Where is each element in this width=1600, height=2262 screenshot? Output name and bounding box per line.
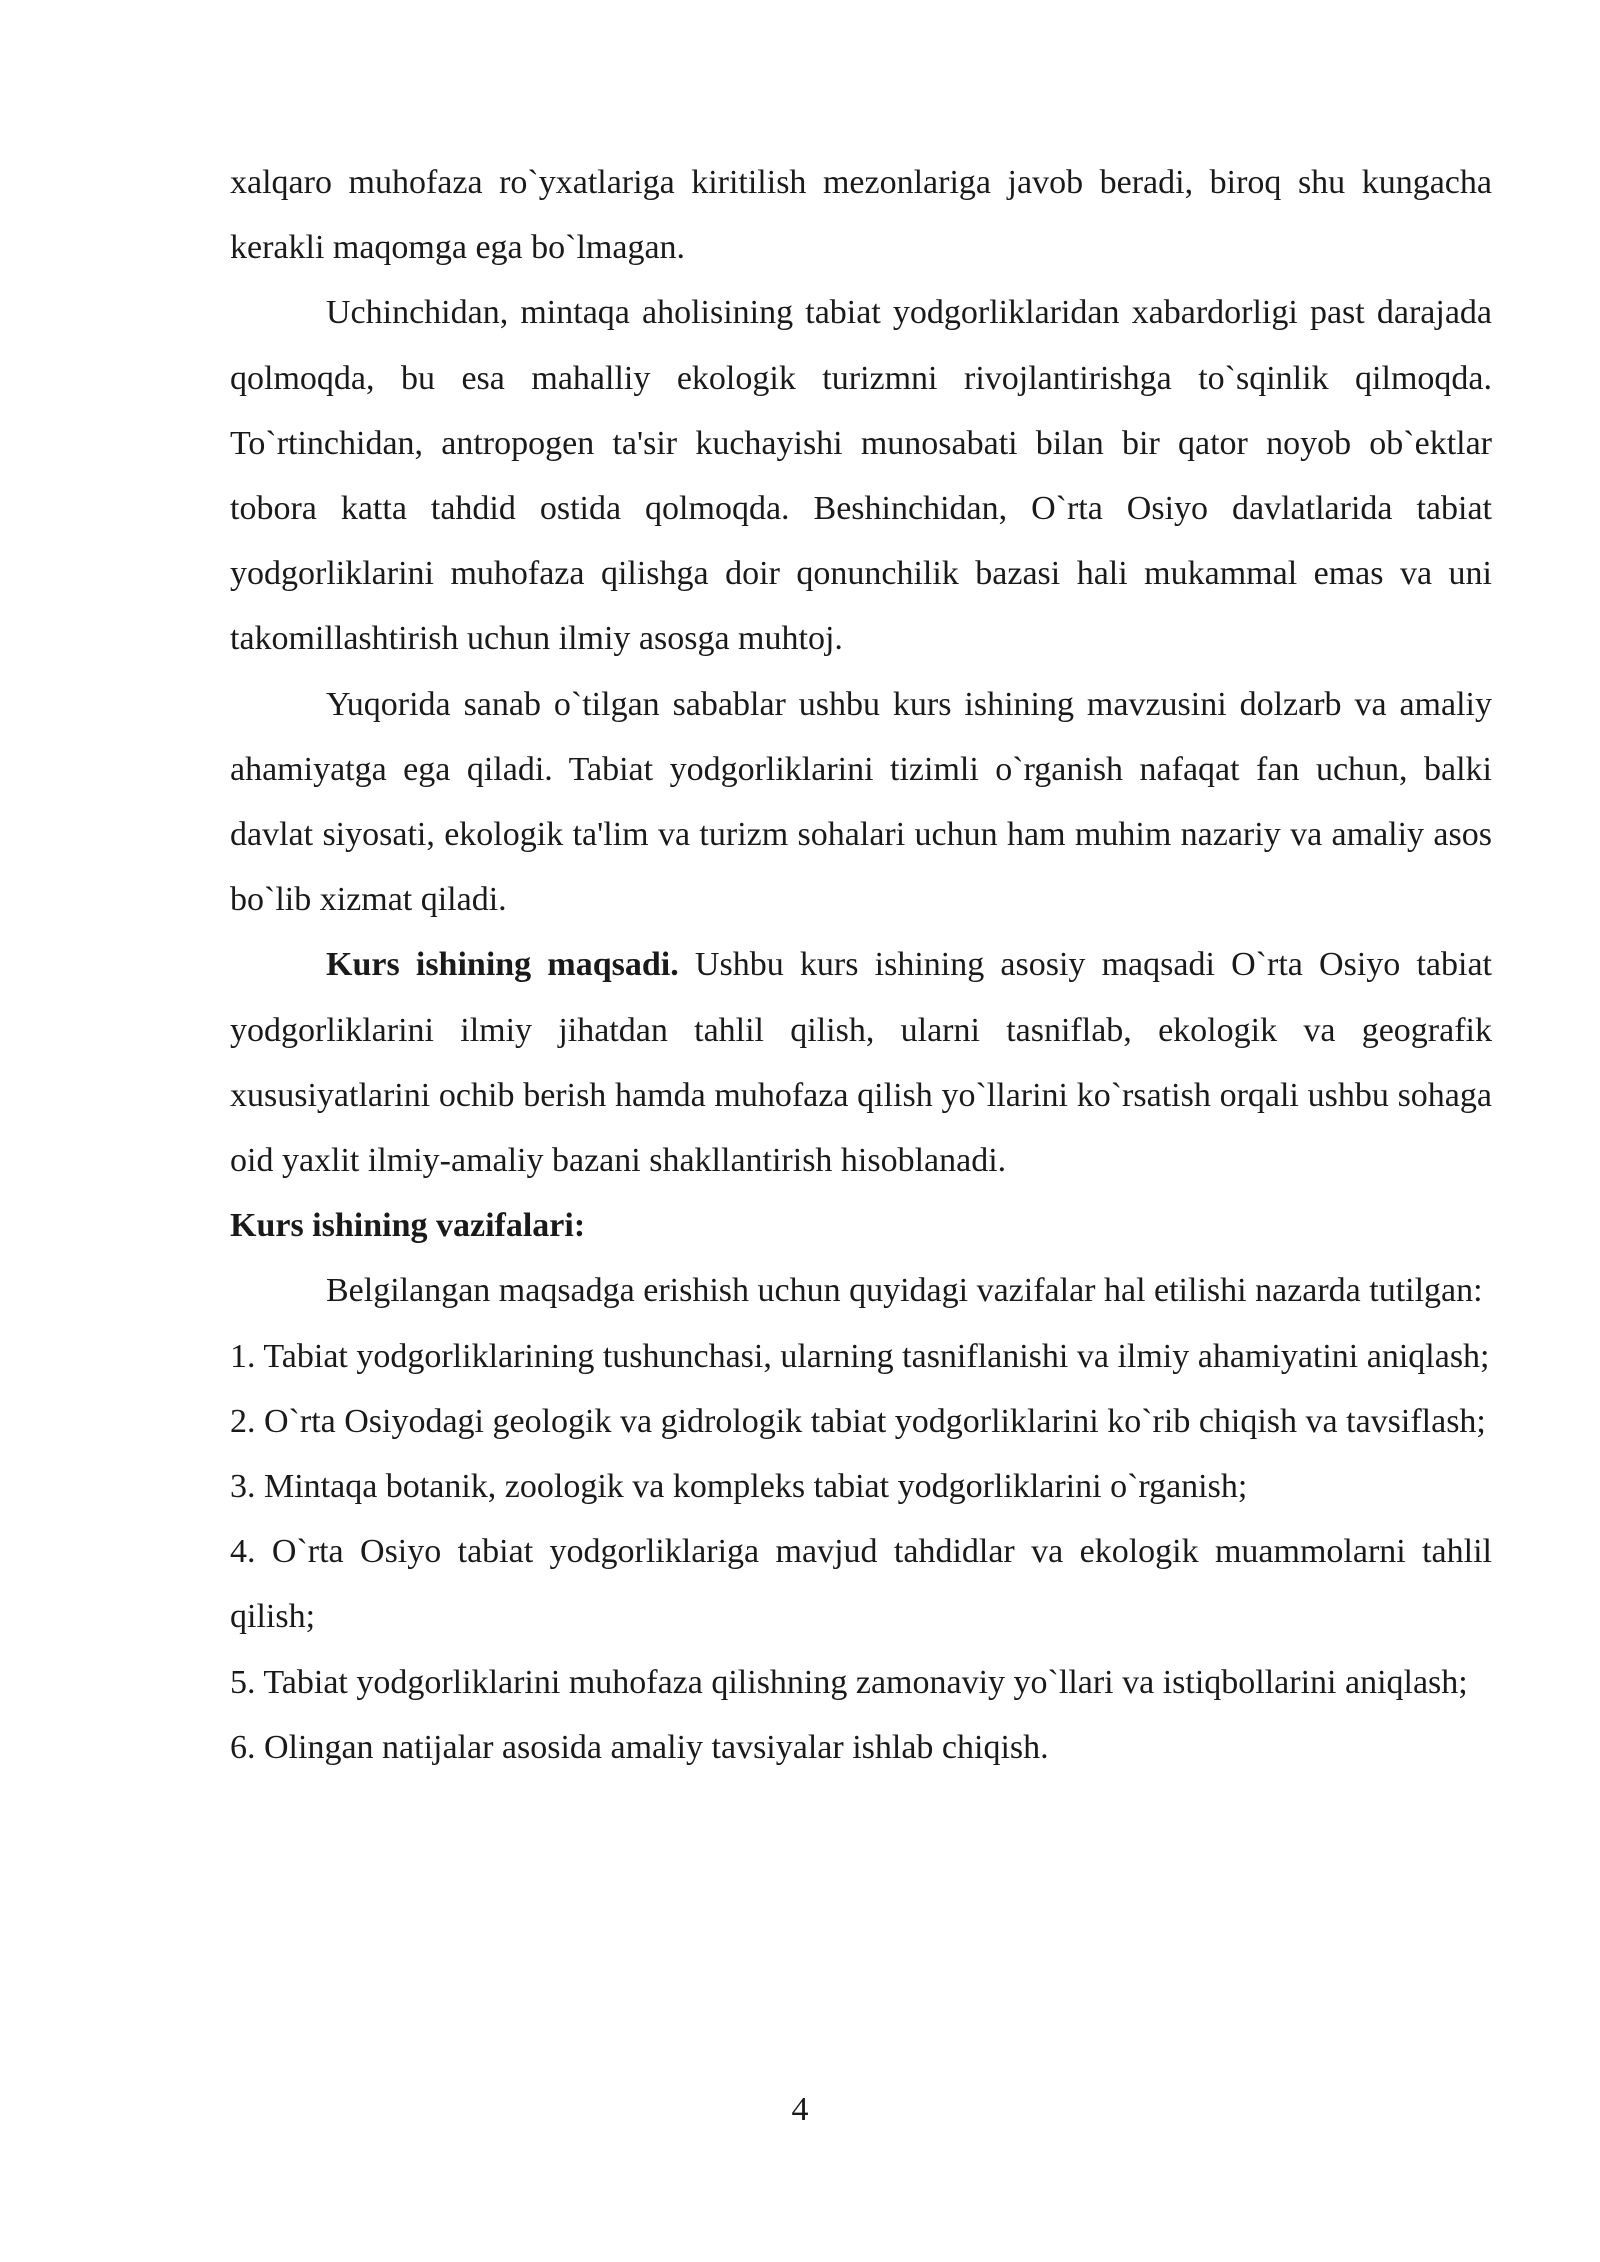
document-body: [230, 150, 1492, 1780]
page-number: 4: [791, 2091, 809, 2128]
paragraph-continuation: xalqaro muhofaza ro`yxatlariga kiritilish mezonlariga javob beradi, biroq shu kungacha kerakli maqomga ega bo`lmagan.: [230, 164, 1492, 267]
aim-heading: Kurs ishining maqsadi.: [326, 946, 679, 984]
task-item: 6. Olingan natijalar asosida amaliy tavsiyalar ishlab chiqish.: [230, 1728, 1049, 1766]
task-item: 2. O`rta Osiyodagi geologik va gidrologik tabiat yodgorliklarini ko`rib chiqish va tavsiflash;: [230, 1402, 1486, 1440]
task-item: 5. Tabiat yodgorliklarini muhofaza qilishning zamonaviy yo`llari va istiqbollarini aniqlash;: [230, 1663, 1468, 1701]
paragraph-relevance: Yuqorida sanab o`tilgan sabablar ushbu kurs ishining mavzusini dolzarb va amaliy ahamiyatga ega qiladi. Tabiat yodgorliklarini tizimli o`rganish nafaqat fan uchun, balki davlat siyosati, ekologik ta'lim va turizm sohalari uchun ham muhim nazariy va amaliy asos bo`lib xizmat qiladi.: [230, 685, 1492, 919]
task-item: 4. O`rta Osiyo tabiat yodgorliklariga mavjud tahdidlar va ekologik muammolarni tahlil qilish;: [230, 1533, 1492, 1636]
task-item: 1. Tabiat yodgorliklarining tushunchasi, ularning tasniflanishi va ilmiy ahamiyatini aniqlash;: [230, 1337, 1490, 1375]
paragraph-reasons: Uchinchidan, mintaqa aholisining tabiat yodgorliklaridan xabardorligi past darajada qolmoqda, bu esa mahalliy ekologik turizmni rivojlantirishga to`sqinlik qilmoqda. To`rtinchidan, antropogen ta'sir kuchayishi munosabati bilan bir qator noyob ob`ektlar tobora katta tahdid ostida qolmoqda. Beshinchidan, O`rta Osiyo davlatlarida tabiat yodgorliklarini muhofaza qilishga doir qonunchilik bazasi hali mukammal emas va uni takomillashtirish uchun ilmiy asosga muhtoj.: [230, 294, 1492, 658]
task-item: 3. Mintaqa botanik, zoologik va kompleks tabiat yodgorliklarini o`rganish;: [230, 1468, 1248, 1506]
tasks-heading-text: Kurs ishining vazifalari:: [230, 1207, 586, 1245]
aim-text: Ushbu kurs ishining asosiy maqsadi O`rta Osiyo tabiat yodgorliklarini ilmiy jihatdan tahlil qilish, ularni tasniflab, ekologik va geografik xususiyatlarini ochib berish hamda muhofaza qilish yo`llarini ko`rsatish orqali ushbu sohaga oid yaxlit ilmiy-amaliy bazani shakllantirish hisoblanadi.: [230, 946, 1493, 1180]
paragraph-aim: [230, 932, 1492, 1193]
tasks-heading: [230, 1193, 1492, 1258]
tasks-intro: Belgilangan maqsadga erishish uchun quyidagi vazifalar hal etilishi nazarda tutilgan:: [326, 1272, 1483, 1310]
